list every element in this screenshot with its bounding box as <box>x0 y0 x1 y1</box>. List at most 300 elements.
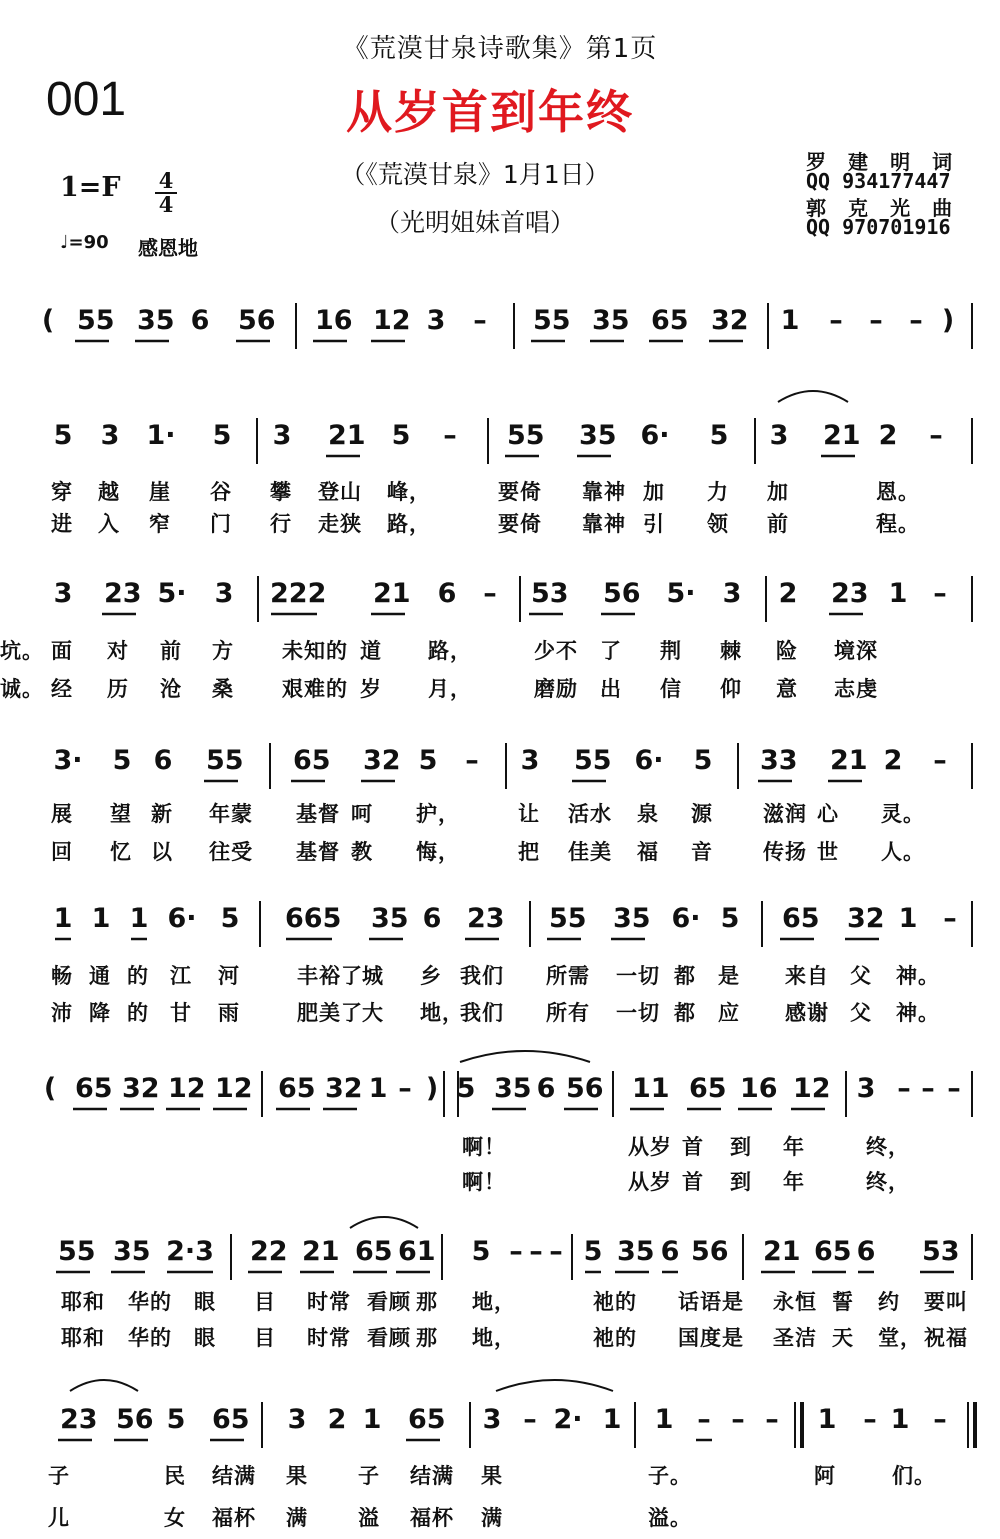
slur <box>70 1380 138 1391</box>
lyric-word: 月， <box>428 677 472 701</box>
lyric-word: 神。 <box>896 1001 940 1025</box>
lyric-word: 道 <box>360 639 382 663</box>
key-signature: 1=F <box>60 172 121 203</box>
lyric-word: 福杯 <box>410 1506 454 1530</box>
note-group: 3 <box>53 578 73 609</box>
lyric-word: 忆 <box>110 840 132 864</box>
note-group: 5 <box>709 420 729 451</box>
lyric-word: 来自 <box>785 964 829 988</box>
subtitle-singer: （光明姐妹首唱） <box>374 208 575 237</box>
note-group: 1 <box>817 1404 837 1435</box>
song-title: 从岁首到年终 <box>346 85 634 139</box>
note-group: 3· <box>53 745 83 776</box>
lyric-word: 门 <box>210 512 232 536</box>
note-group: 5· <box>666 578 696 609</box>
slur <box>778 391 848 402</box>
lyric-word: 沧 <box>160 677 182 701</box>
note-group: 2 <box>778 578 798 609</box>
lyric-word: 把 <box>518 840 540 864</box>
lyric-word: 引 <box>643 512 665 536</box>
note-group: 16 <box>315 305 353 336</box>
lyric-word: 年 <box>783 1135 805 1159</box>
note-group: 65 <box>293 745 331 776</box>
lyric-word: 从岁 <box>628 1170 672 1194</box>
note-group: 3 <box>856 1073 876 1104</box>
lyric-word: 艰难的 <box>282 677 348 701</box>
lyric-word: 世 <box>817 840 839 864</box>
lyric-word: 华的 <box>128 1290 172 1314</box>
note-group: – <box>465 745 479 776</box>
lyric-word: 话语是 <box>678 1290 744 1314</box>
note-group: – <box>443 420 457 451</box>
lyric-word: 到 <box>730 1135 752 1159</box>
lyric-word: 心 <box>817 802 839 826</box>
lyric-word: 雨 <box>218 1001 240 1025</box>
note-group: 6 <box>153 745 173 776</box>
lyric-word: 啊！ <box>462 1135 506 1159</box>
lyric-word: 的 <box>127 964 149 988</box>
note-group: 3 <box>100 420 120 451</box>
lyric-word: 神。 <box>896 964 940 988</box>
note-group: 35 <box>113 1236 151 1267</box>
lyric-word: 结满 <box>410 1464 454 1488</box>
note-group: ( <box>41 305 55 336</box>
note-group: 35 <box>137 305 175 336</box>
lyric-word: 肥美了 <box>297 1001 363 1025</box>
slur <box>460 1051 590 1062</box>
note-group: 5 <box>220 903 240 934</box>
note-group: 55 <box>549 903 587 934</box>
lyric-word: 甘 <box>170 1001 192 1025</box>
lyric-word: 首 <box>682 1135 704 1159</box>
lyric-word: 要倚 <box>498 480 542 504</box>
lyric-word: 新 <box>151 802 173 826</box>
lyric-word: 滋润 <box>763 802 807 826</box>
lyric-word: 志虔 <box>834 677 878 701</box>
lyric-word: 子 <box>48 1464 70 1488</box>
note-group: 21 <box>328 420 366 451</box>
lyric-word: 感谢 <box>785 1001 829 1025</box>
lyric-word: 城 <box>362 964 384 988</box>
note-group: 65 <box>689 1073 727 1104</box>
note-group: – <box>933 578 947 609</box>
note-group: ) <box>425 1073 439 1104</box>
lyric-word: 儿 <box>48 1506 70 1530</box>
note-group: 53 <box>922 1236 960 1267</box>
composer-qq: QQ 970701916 <box>806 215 951 239</box>
note-group: 65 <box>408 1404 446 1435</box>
lyric-word: 险 <box>776 639 798 663</box>
lyricist-credit: 罗 建 明 词 <box>806 150 958 174</box>
note-group: 5 <box>418 745 438 776</box>
note-group: 32 <box>363 745 401 776</box>
lyric-word: 经 <box>51 677 73 701</box>
lyric-word: 少不 <box>534 639 578 663</box>
lyric-word: 攀 <box>270 480 292 504</box>
note-group: 5 <box>456 1073 476 1104</box>
lyric-word: 桑 <box>212 677 234 701</box>
lyric-word: 满 <box>286 1506 308 1530</box>
note-group: 56 <box>603 578 641 609</box>
note-group: 53 <box>531 578 569 609</box>
note-group: 222 <box>270 578 327 609</box>
note-group: – <box>523 1404 537 1435</box>
note-group: – <box>947 1073 961 1104</box>
lyric-word: 教 <box>351 840 373 864</box>
lyric-word: 女 <box>164 1506 186 1530</box>
lyric-word: 靠神 <box>582 480 626 504</box>
note-group: 21 <box>823 420 861 451</box>
note-group: 35 <box>494 1073 532 1104</box>
note-group: 32 <box>122 1073 160 1104</box>
note-group: 1 <box>602 1404 622 1435</box>
note-group: 32 <box>711 305 749 336</box>
lyric-word: 国度是 <box>678 1326 744 1350</box>
lyric-word: 父 <box>850 964 872 988</box>
lyric-word: 要倚 <box>498 512 542 536</box>
lyric-word: 未知的 <box>282 639 348 663</box>
lyric-word: 领 <box>707 512 729 536</box>
note-group: 55 <box>206 745 244 776</box>
lyric-word: 让 <box>518 802 540 826</box>
lyric-word: 护， <box>416 802 460 826</box>
lyric-word: 前 <box>767 512 789 536</box>
note-group: 1 <box>91 903 111 934</box>
lyric-word: 祂的 <box>593 1290 637 1314</box>
lyric-word: 天 <box>832 1326 854 1350</box>
lyric-word: 福 <box>637 840 659 864</box>
note-group: 55 <box>533 305 571 336</box>
lyric-word: 沛 <box>51 1001 73 1025</box>
note-group: 35 <box>617 1236 655 1267</box>
lyric-word: 磨励 <box>534 677 578 701</box>
note-group: 2 <box>878 420 898 451</box>
lyric-word: 加 <box>643 480 665 504</box>
note-group: 65 <box>782 903 820 934</box>
note-group: 1 <box>890 1404 910 1435</box>
lyric-word: 呵 <box>351 802 373 826</box>
lyric-word: 大 <box>362 1001 384 1025</box>
note-group: 23 <box>104 578 142 609</box>
note-group: 5 <box>391 420 411 451</box>
time-bottom: 4 <box>158 192 174 217</box>
lyric-word: 眼 <box>194 1290 216 1314</box>
lyric-word: 人。 <box>881 840 925 864</box>
lyric-word: 了 <box>600 639 622 663</box>
note-group: – <box>731 1404 745 1435</box>
lyric-word: 基督 <box>296 840 340 864</box>
note-group: 6 <box>422 903 442 934</box>
lyric-word: 前 <box>160 639 182 663</box>
lyric-word: 啊！ <box>462 1170 506 1194</box>
note-group: 12 <box>215 1073 253 1104</box>
note-group: ( <box>43 1073 57 1104</box>
lyric-word: 所需 <box>546 964 590 988</box>
lyric-word: 那 <box>416 1326 438 1350</box>
lyric-word: 河 <box>218 964 240 988</box>
note-group: – <box>933 745 947 776</box>
note-group: 5 <box>693 745 713 776</box>
note-group: 3 <box>722 578 742 609</box>
note-group: 1 <box>654 1404 674 1435</box>
note-group: – <box>929 420 943 451</box>
lyric-word: 面 <box>51 639 73 663</box>
lyric-word: 入 <box>98 512 120 536</box>
lyric-word: 行 <box>270 512 292 536</box>
lyric-word: 佳美 <box>568 840 612 864</box>
note-group: 33 <box>760 745 798 776</box>
lyric-word: 看顾 <box>367 1326 411 1350</box>
lyric-word: 祂的 <box>593 1326 637 1350</box>
lyric-word: 满 <box>481 1506 503 1530</box>
lyric-word: 源 <box>691 802 713 826</box>
note-group: 2· <box>553 1404 583 1435</box>
lyric-word: 地， <box>472 1326 516 1350</box>
note-group: 55 <box>507 420 545 451</box>
lyric-word: 荆 <box>660 639 682 663</box>
lyric-word: 眼 <box>194 1326 216 1350</box>
lyric-word: 传扬 <box>763 840 807 864</box>
slur <box>350 1217 418 1228</box>
expression-marking: 感恩地 <box>138 236 198 260</box>
lyric-word: 目 <box>254 1326 276 1350</box>
lyric-word: 江 <box>170 964 192 988</box>
tempo-marking: ♩=90 <box>60 232 109 253</box>
note-group: 1 <box>129 903 149 934</box>
lyric-word: 意 <box>776 677 798 701</box>
note-group: – <box>869 305 883 336</box>
lyric-word: 溢。 <box>648 1506 692 1530</box>
lyric-word: 从岁 <box>628 1135 672 1159</box>
note-group: 3 <box>426 305 446 336</box>
lyric-word: 对 <box>107 639 129 663</box>
lyric-word: 降 <box>89 1001 111 1025</box>
note-group: 56 <box>116 1404 154 1435</box>
note-group: 5 <box>583 1236 603 1267</box>
lyric-word: 力 <box>707 480 729 504</box>
lyric-word: 子。 <box>648 1464 692 1488</box>
lyric-word: 时常 <box>307 1290 351 1314</box>
note-group: – <box>529 1236 543 1267</box>
note-group: 11 <box>632 1073 670 1104</box>
note-group: – <box>933 1404 947 1435</box>
lyric-word: 展 <box>51 802 73 826</box>
note-group: 5 <box>53 420 73 451</box>
note-group: 55 <box>58 1236 96 1267</box>
lyric-word: 越 <box>98 480 120 504</box>
note-group: 5· <box>157 578 187 609</box>
note-group: – <box>483 578 497 609</box>
lyric-word: 我们 <box>460 964 504 988</box>
lyric-word: 约 <box>878 1290 900 1314</box>
note-group: 1 <box>898 903 918 934</box>
lyric-word: 阿 <box>814 1464 836 1488</box>
lyric-word: 子 <box>358 1464 380 1488</box>
lyric-word: 诚。 <box>0 677 44 701</box>
lyric-word: 登山 <box>318 480 362 504</box>
note-group: – <box>765 1404 779 1435</box>
note-group: 5 <box>166 1404 186 1435</box>
lyric-word: 走狭 <box>318 512 362 536</box>
note-group: 12 <box>793 1073 831 1104</box>
note-group: 56 <box>566 1073 604 1104</box>
lyric-word: 谷 <box>210 480 232 504</box>
note-group: 21 <box>373 578 411 609</box>
lyric-word: 堂， <box>878 1326 922 1350</box>
lyric-word: 岁 <box>360 677 382 701</box>
lyric-word: 灵。 <box>881 802 925 826</box>
lyric-word: 都 <box>674 1001 696 1025</box>
lyric-word: 到 <box>730 1170 752 1194</box>
lyric-word: 境深 <box>834 639 878 663</box>
note-group: 3 <box>287 1404 307 1435</box>
lyric-word: 父 <box>850 1001 872 1025</box>
note-group: 6· <box>167 903 197 934</box>
subtitle-source: （《荒漠甘泉》1月1日） <box>340 160 610 189</box>
note-group: – <box>398 1073 412 1104</box>
lyric-word: 果 <box>481 1464 503 1488</box>
note-group: – <box>697 1404 711 1435</box>
lyric-word: 年蒙 <box>209 802 253 826</box>
lyric-word: 是 <box>718 964 740 988</box>
note-group: 23 <box>467 903 505 934</box>
note-group: 12 <box>168 1073 206 1104</box>
note-group: – <box>909 305 923 336</box>
note-group: 35 <box>579 420 617 451</box>
note-group: 23 <box>831 578 869 609</box>
note-group: 6· <box>640 420 670 451</box>
note-group: 35 <box>371 903 409 934</box>
note-group: 3 <box>769 420 789 451</box>
note-group: 21 <box>763 1236 801 1267</box>
note-group: 65 <box>212 1404 250 1435</box>
lyric-word: 华的 <box>128 1326 172 1350</box>
lyric-word: 所有 <box>546 1001 590 1025</box>
note-group: 2 <box>883 745 903 776</box>
lyric-word: 都 <box>674 964 696 988</box>
lyric-word: 民 <box>164 1464 186 1488</box>
note-group: 1 <box>888 578 908 609</box>
lyric-word: 耶和 <box>61 1326 105 1350</box>
note-group: 35 <box>613 903 651 934</box>
note-group: 3 <box>272 420 292 451</box>
note-group: – <box>829 305 843 336</box>
note-group: 6· <box>671 903 701 934</box>
note-group: 65 <box>814 1236 852 1267</box>
note-group: 16 <box>740 1073 778 1104</box>
note-group: – <box>943 903 957 934</box>
note-group: 1· <box>146 420 176 451</box>
lyric-word: 终， <box>866 1170 910 1194</box>
lyric-word: 泉 <box>637 802 659 826</box>
lyric-word: 我们 <box>460 1001 504 1025</box>
lyric-word: 路， <box>387 512 431 536</box>
lyric-word: 那 <box>416 1290 438 1314</box>
lyric-word: 进 <box>51 512 73 536</box>
lyric-word: 靠神 <box>582 512 626 536</box>
lyric-word: 丰裕了 <box>297 964 363 988</box>
note-group: 6 <box>660 1236 680 1267</box>
lyricist-qq: QQ 934177447 <box>806 169 951 193</box>
note-group: 6 <box>437 578 457 609</box>
lyric-word: 坑。 <box>0 639 44 663</box>
lyric-word: 通 <box>89 964 111 988</box>
note-group: 2·3 <box>166 1236 214 1267</box>
lyric-word: 地， <box>420 1001 464 1025</box>
lyric-word: 永恒 <box>773 1290 817 1314</box>
note-group: 1 <box>368 1073 388 1104</box>
note-group: 6· <box>634 745 664 776</box>
slur <box>496 1380 613 1391</box>
song-number: 001 <box>46 73 127 126</box>
lyric-word: 畅 <box>51 964 73 988</box>
lyric-word: 誓 <box>832 1290 854 1314</box>
note-group: 21 <box>830 745 868 776</box>
note-group: 56 <box>691 1236 729 1267</box>
lyric-word: 圣洁 <box>773 1326 817 1350</box>
note-group: – <box>863 1404 877 1435</box>
composer-credit: 郭 克 光 曲 <box>806 196 958 220</box>
note-group: 61 <box>398 1236 436 1267</box>
lyric-word: 峰， <box>387 480 431 504</box>
note-group: 5 <box>212 420 232 451</box>
lyric-word: 出 <box>600 677 622 701</box>
note-group: – <box>509 1236 523 1267</box>
lyric-word: 要叫 <box>924 1290 968 1314</box>
note-group: 55 <box>77 305 115 336</box>
lyric-word: 终， <box>866 1135 910 1159</box>
lyric-word: 往受 <box>209 840 253 864</box>
lyric-word: 果 <box>286 1464 308 1488</box>
note-group: 65 <box>355 1236 393 1267</box>
lyric-word: 路， <box>428 639 472 663</box>
note-group: 5 <box>720 903 740 934</box>
note-group: – <box>473 305 487 336</box>
note-group: 55 <box>574 745 612 776</box>
lyric-word: 加 <box>767 480 789 504</box>
lyric-word: 首 <box>682 1170 704 1194</box>
note-group: 5 <box>471 1236 491 1267</box>
lyric-word: 恩。 <box>876 480 920 504</box>
note-group: 12 <box>373 305 411 336</box>
note-group: 3 <box>214 578 234 609</box>
note-group: 5 <box>112 745 132 776</box>
note-group: 6 <box>190 305 210 336</box>
note-group: ) <box>941 305 955 336</box>
note-group: 1 <box>53 903 73 934</box>
lyric-word: 仰 <box>720 677 742 701</box>
note-group: 23 <box>60 1404 98 1435</box>
lyric-word: 历 <box>107 677 129 701</box>
lyric-word: 时常 <box>307 1326 351 1350</box>
lyric-word: 程。 <box>876 512 920 536</box>
note-group: 1 <box>780 305 800 336</box>
lyric-word: 回 <box>51 840 73 864</box>
note-group: 3 <box>482 1404 502 1435</box>
book-title: 《荒漠甘泉诗歌集》第1页 <box>342 34 658 64</box>
note-group: 32 <box>847 903 885 934</box>
lyric-word: 一切 <box>616 964 660 988</box>
lyric-word: 乡 <box>420 964 442 988</box>
lyric-word: 溢 <box>358 1506 380 1530</box>
note-group: 6 <box>856 1236 876 1267</box>
note-group: 65 <box>75 1073 113 1104</box>
lyric-word: 祝福 <box>924 1326 968 1350</box>
lyric-word: 的 <box>127 1001 149 1025</box>
lyric-word: 穿 <box>51 480 73 504</box>
note-group: 6 <box>536 1073 556 1104</box>
lyric-word: 福杯 <box>212 1506 256 1530</box>
